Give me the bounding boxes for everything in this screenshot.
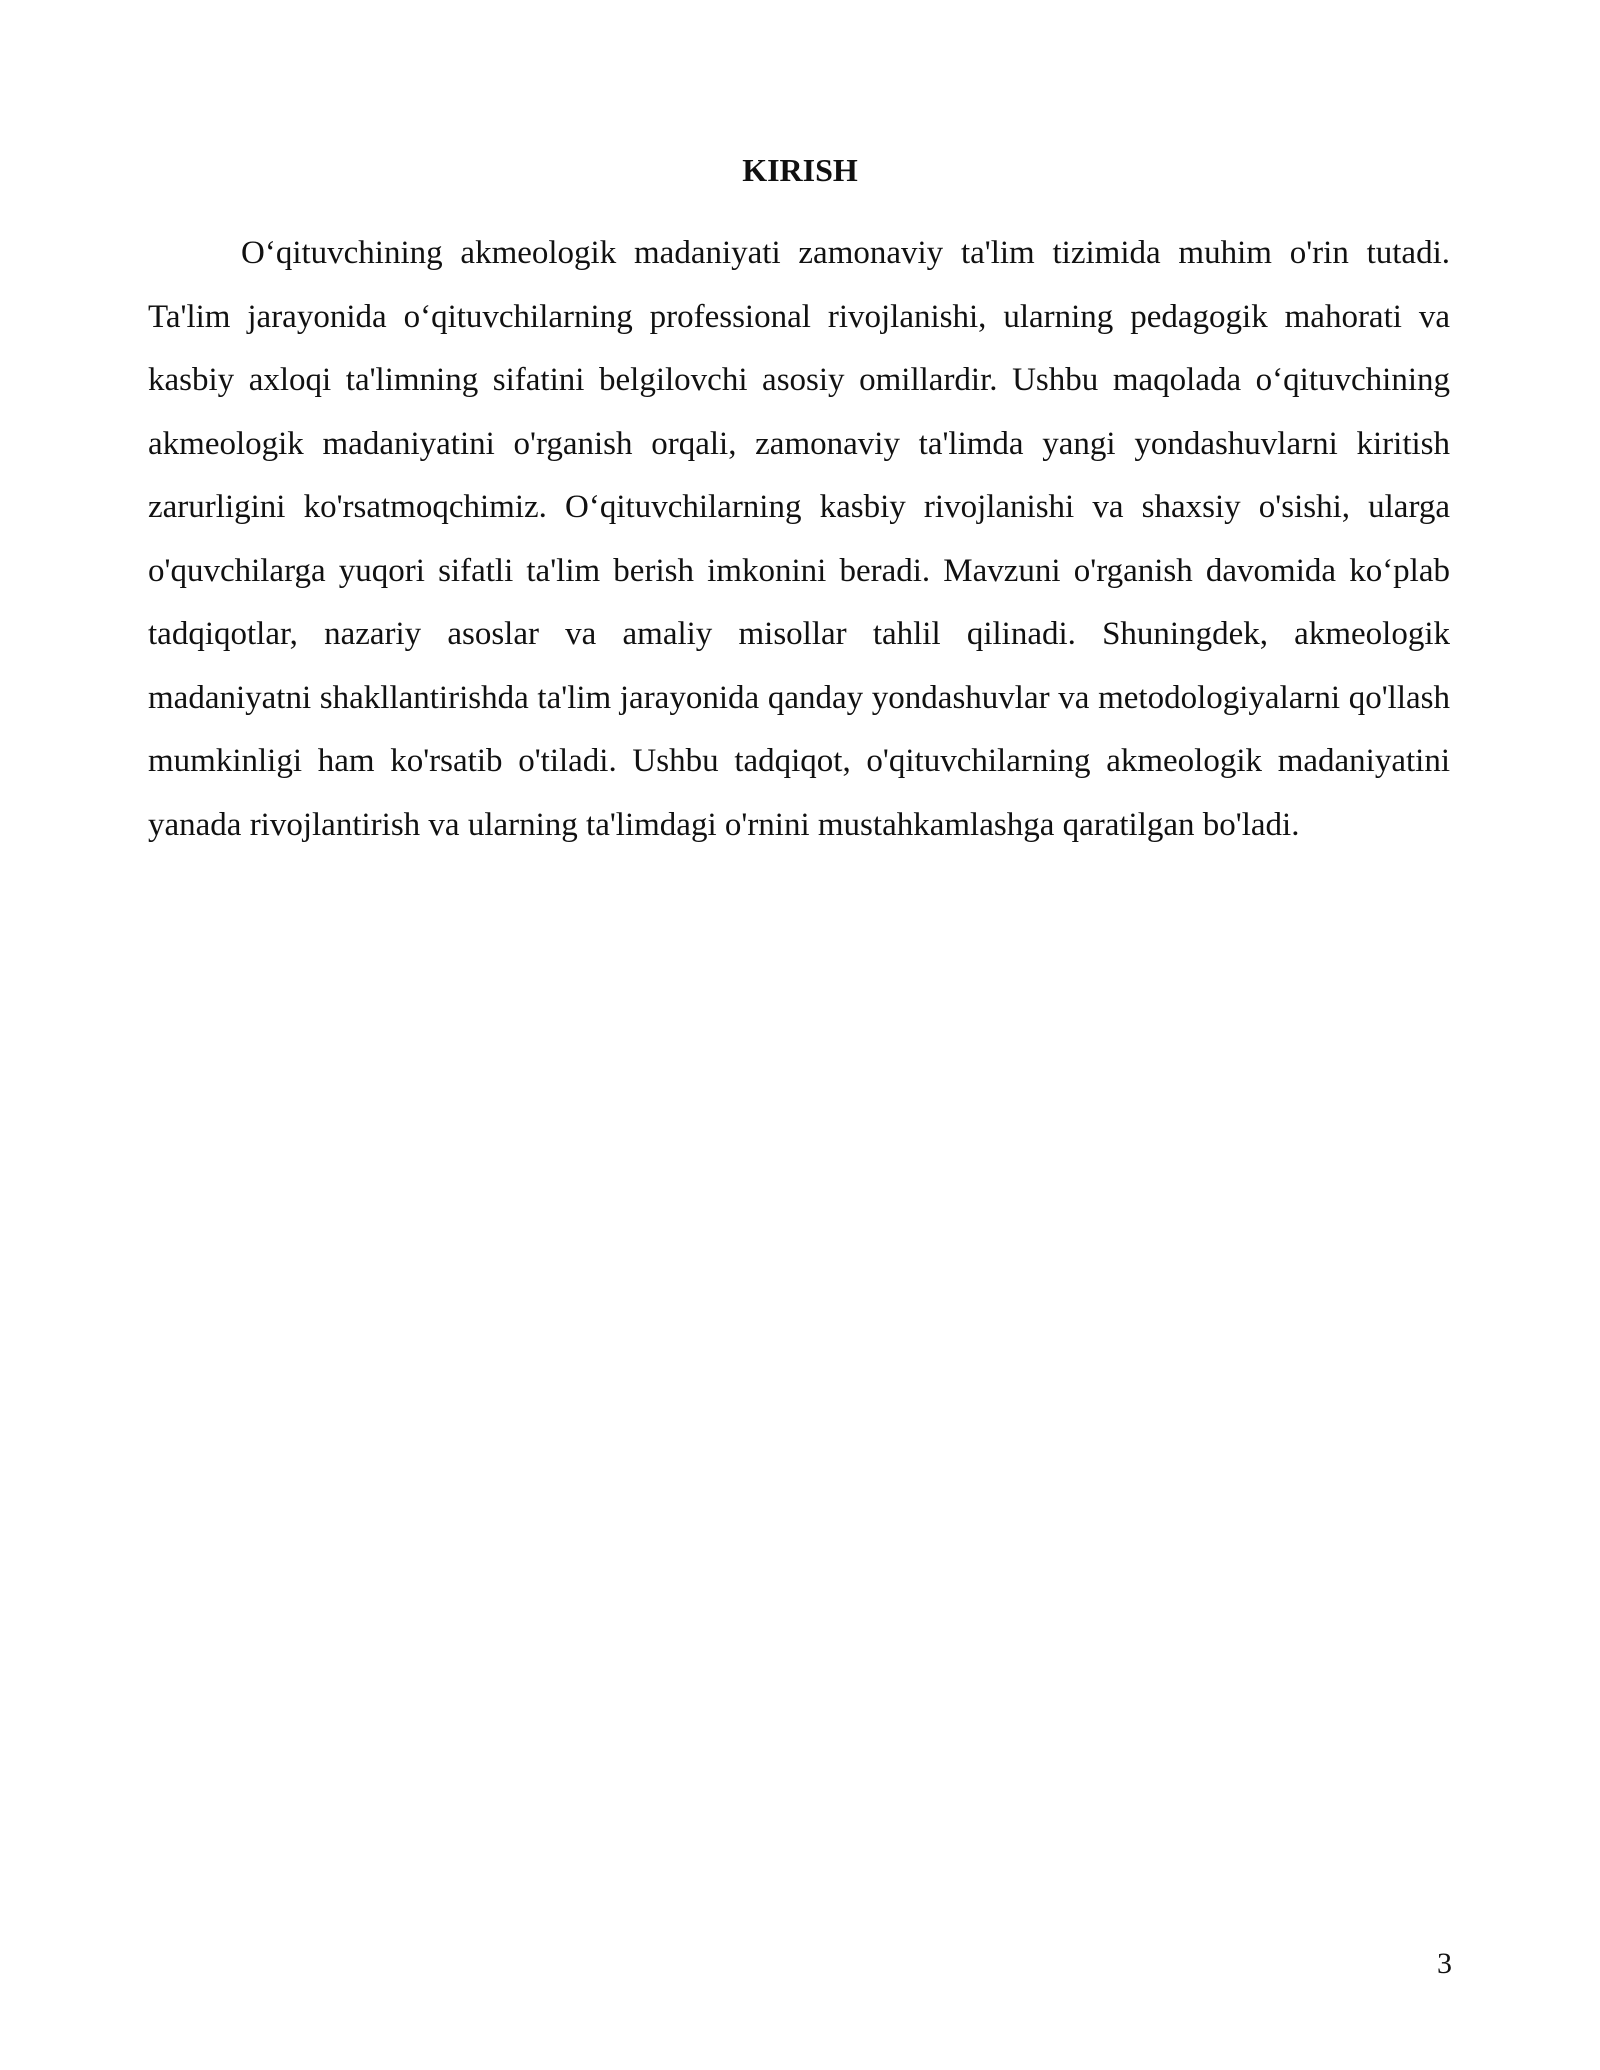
section-heading: KIRISH [742, 152, 858, 188]
page-number: 3 [1437, 1947, 1452, 1980]
body-paragraph: O‘qituvchining akmeologik madaniyati zamonaviy ta'lim tizimida muhim o'rin tutadi. Ta'lim jarayonida o‘qituvchilarning professional rivojlanishi, ularning pedagogik mahorati va kasbiy axloqi ta'limning sifatini belgilovchi asosiy omillardir. Ushbu maqolada o‘qituvchining akmeologik madaniyatini o'rganish orqali, zamonaviy ta'limda yangi yondashuvlarni kiritish zarurligini ko'rsatmoqchimiz. O‘qituvchilarning kasbiy rivojlanishi va shaxsiy o'sishi, ularga o'quvchilarga yuqori sifatli ta'lim berish imkonini beradi. Mavzuni o'rganish davomida ko‘plab tadqiqotlar, nazariy asoslar va amaliy misollar tahlil qilinadi. Shuningdek, akmeologik madaniyatni shakllantirishda ta'lim jarayonida qanday yondashuvlar va metodologiyalarni qo'llash mumkinligi ham ko'rsatib o'tiladi. Ushbu tadqiqot, o'qituvchilarning akmeologik madaniyatini yanada rivojlantirish va ularning ta'limdagi o'rnini mustahkamlashga qaratilgan bo'ladi. [148, 235, 1450, 843]
